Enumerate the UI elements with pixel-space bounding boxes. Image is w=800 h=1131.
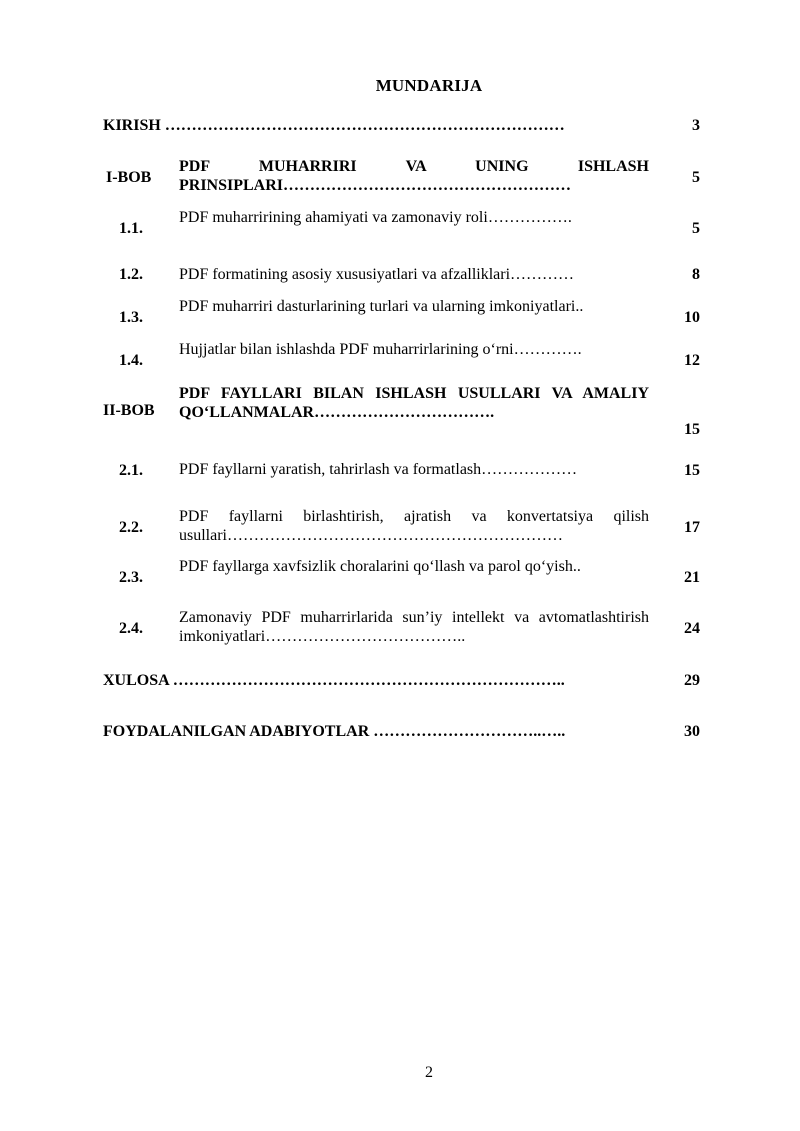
toc-entry-text: Hujjatlar bilan ishlashda PDF muharrirlarining o‘rni…………. [179, 341, 582, 358]
toc-entry-text: XULOSA ……………………………………………………………….. [103, 672, 565, 689]
toc-entry-text: PDF MUHARRIRI VA UNING ISHLASH PRINSIPLARI……………………………………………… [179, 158, 649, 194]
toc-entry-text: Zamonaviy PDF muharrirlarida sun’iy intellekt va avtomatlashtirish imkoniyatlari……………………………….. [179, 609, 649, 645]
toc-entry-text: PDF fayllarga xavfsizlik choralarini qo‘llash va parol qo‘yish.. [179, 558, 581, 575]
toc-entry-page: 24 [684, 620, 700, 637]
toc-entry-page: 5 [692, 169, 700, 186]
toc-entry-number: 2.2. [119, 519, 143, 536]
toc-entry-text: PDF muharriri dasturlarining turlari va ularning imkoniyatlari.. [179, 298, 584, 315]
toc-entry-number: II-BOB [103, 402, 155, 419]
page-number: 2 [425, 1064, 433, 1081]
toc-entry-2-3 [103, 557, 700, 597]
toc-entry-text: PDF fayllarni yaratish, tahrirlash va formatlash……………… [179, 461, 578, 478]
page-title: MUNDARIJA [375, 76, 483, 95]
toc-entry-page: 3 [692, 117, 700, 134]
toc-entry-page: 21 [684, 569, 700, 586]
toc-entry-number: 2.4. [119, 620, 143, 637]
toc-entry-2-2 [103, 507, 700, 547]
toc-entry-page: 5 [692, 220, 700, 237]
toc-entry-page: 15 [684, 421, 700, 438]
toc-entry-2-4 [103, 608, 700, 648]
toc-entry-text: FOYDALANILGAN ADABIYOTLAR …………………………..….. [103, 723, 566, 740]
toc-entry-adabiyotlar [103, 722, 700, 742]
toc-entry-number: 1.2. [119, 266, 143, 283]
toc-entry-kirish [103, 116, 700, 136]
toc-entry-text: KIRISH ………………………………………………………………… [103, 117, 565, 134]
toc-entry-text: PDF FAYLLARI BILAN ISHLASH USULLARI VA AMALIY QO‘LLANMALAR……………………………. [179, 385, 649, 421]
toc-entry-1-3 [103, 297, 700, 337]
toc-entry-xulosa [103, 671, 700, 691]
toc-entry-text: PDF formatining asosiy xususiyatlari va afzalliklari………… [179, 266, 575, 283]
toc-entry-page: 12 [684, 352, 700, 369]
toc-entry-1-1 [103, 208, 700, 248]
toc-entry-number: 2.1. [119, 462, 143, 479]
toc-entry-page: 8 [692, 266, 700, 283]
toc-entry-number: I-BOB [106, 169, 152, 186]
toc-entry-chapter-2 [103, 384, 700, 444]
toc-entry-page: 30 [684, 723, 700, 740]
toc-entry-page: 29 [684, 672, 700, 689]
toc-entry-text: PDF fayllarni birlashtirish, ajratish va konvertatsiya qilish usullari……………………………………………………… [179, 508, 649, 544]
toc-entry-page: 17 [684, 519, 700, 536]
toc-entry-number: 1.1. [119, 220, 143, 237]
toc-entry-page: 15 [684, 462, 700, 479]
toc-entry-chapter-1 [103, 157, 700, 197]
toc-entry-number: 1.3. [119, 309, 143, 326]
toc-entry-1-4 [103, 340, 700, 380]
toc-entry-2-1 [103, 460, 700, 480]
toc-entry-number: 2.3. [119, 569, 143, 586]
toc-entry-1-2 [103, 265, 700, 285]
toc-entry-text: PDF muharririning ahamiyati va zamonaviy roli……………. [179, 209, 572, 226]
toc-entry-page: 10 [684, 309, 700, 326]
toc-entry-number: 1.4. [119, 352, 143, 369]
